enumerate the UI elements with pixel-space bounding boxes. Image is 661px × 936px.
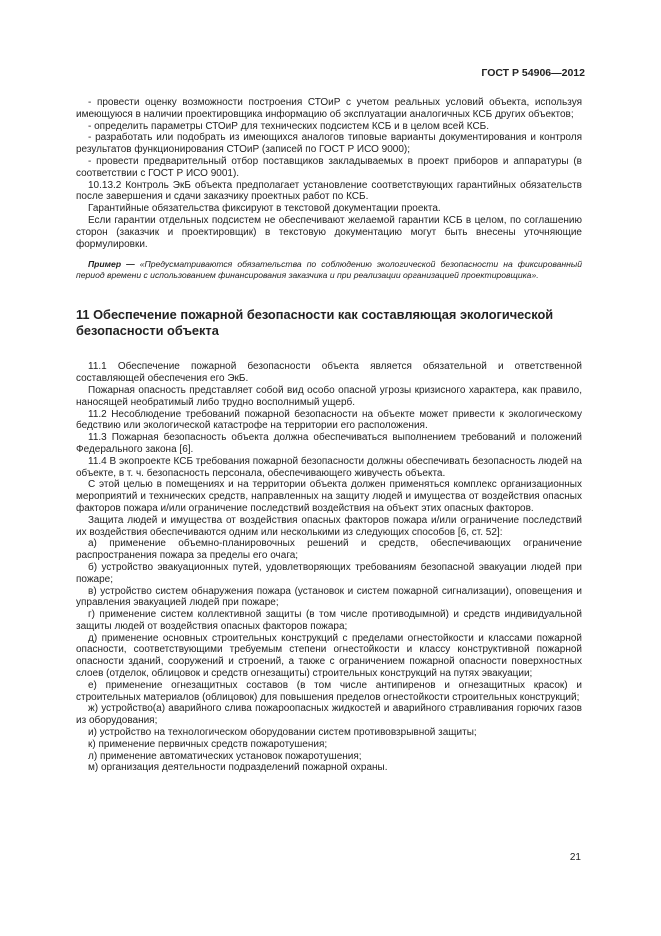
paragraph: г) применение систем коллективной защиты (в том числе противодымной) и средств индивидуальной защиты людей от воздействия опасных факторов пожара; <box>76 609 582 632</box>
paragraph: 11.3 Пожарная безопасность объекта должна обеспечиваться выполнением требований и положений Федерального закона [6]. <box>76 432 582 455</box>
paragraph: к) применение первичных средств пожаротушения; <box>88 738 328 750</box>
paragraph: д) применение основных строительных конструкций с пределами огнестойкости и классами пожарной опасности, соответствующими требуемым степени огнестойкости и классу конструктивной пожарной опасности зданий, сооружений и строений, а также с ограничением пожарной опасности поверхностных слоев (отделок, облицовок и средств огнезащиты) строительных конструкций на путях эвакуации; <box>76 632 582 680</box>
paragraph: - определить параметры СТОиР для технических подсистем КСБ и в целом всей КСБ. <box>88 120 490 132</box>
page-number: 21 <box>569 852 581 863</box>
paragraph: б) устройство эвакуационных путей, удовлетворяющих требованиям безопасной эвакуации людей при пожаре; <box>76 561 582 585</box>
paragraph: Если гарантии отдельных подсистем не обеспечивают желаемой гарантии КСБ в целом, по соглашению сторон (заказчик и проектировщик) в текстовую документацию могут быть внесены уточняющие формулировки. <box>76 214 582 250</box>
paragraph: С этой целью в помещениях и на территории объекта должен применяться комплекс организационных мероприятий и технических средств, направленных на защиту людей и имущества от воздействия опасных факторов пожара и/или ограничение последствий воздействия на объект этих опасных факторов. <box>76 479 582 514</box>
paragraph-block-b <box>76 361 582 774</box>
paragraph: л) применение автоматических установок пожаротушения; <box>88 750 362 762</box>
example-note <box>76 259 582 281</box>
paragraph: 11.1 Обеспечение пожарной безопасности объекта является обязательной и ответственной составляющей обеспечения его ЭкБ. <box>76 361 582 385</box>
paragraph: а) применение объемно-планировочных решений и средств, обеспечивающих ограничение распространения пожара за пределы его очага; <box>76 538 582 562</box>
paragraph-block-a <box>76 97 582 250</box>
paragraph: Пожарная опасность представляет собой вид особо опасной угрозы кризисного характера, как правило, наносящей необратимый либо трудно восполнимый ущерб. <box>76 384 582 408</box>
paragraph: - провести предварительный отбор поставщиков закладываемых в проект приборов и аппаратуры (в соответствии с ГОСТ Р ИСО 9001). <box>76 155 582 179</box>
standard-header: ГОСТ Р 54906—2012 <box>481 67 585 79</box>
example-label: Пример — <box>88 259 135 270</box>
paragraph: Защита людей и имущества от воздействия опасных факторов пожара и/или ограничение последствий их воздействия обеспечиваются одним или несколькими из следующих способов [6, ст. 52]: <box>76 514 582 538</box>
paragraph: 10.13.2 Контроль ЭкБ объекта предполагает установление соответствующих гарантийных обязательств после завершения и сдачи заказчику проектных работ по КСБ. <box>76 179 582 203</box>
page-content <box>76 97 582 774</box>
paragraph: м) организация деятельности подразделений пожарной охраны. <box>88 762 388 774</box>
paragraph: - разработать или подобрать из имеющихся аналогов типовые варианты документирования и контроля результатов функционирования СТОиР (записей по ГОСТ Р ИСО 9000); <box>76 132 582 156</box>
paragraph: 11.2 Несоблюдение требований пожарной безопасности на объекте может привести к экологическому бедствию или экологической катастрофе на территории его расположения. <box>76 408 582 432</box>
section-title: 11 Обеспечение пожарной безопасности как составляющая экологической безопасности объекта <box>76 307 554 338</box>
paragraph: - провести оценку возможности построения СТОиР с учетом реальных условий объекта, используя имеющуюся в наличии проектировщика информацию об эксплуатации аналогичных КСБ других объектов; <box>76 97 582 120</box>
paragraph: 11.4 В экопроекте КСБ требования пожарной безопасности должны обеспечивать безопасность людей на объекте, в т. ч. безопасность персонала, обеспечивающего живучесть объекта. <box>76 455 582 479</box>
paragraph: в) устройство систем обнаружения пожара (установок и систем пожарной сигнализации), оповещения и управления эвакуацией людей при пожаре; <box>76 585 582 609</box>
paragraph: е) применение огнезащитных составов (в том числе антипиренов и огнезащитных красок) и строительных материалов (облицовок) для повышения пределов огнестойкости строительных конструкций; <box>76 679 582 703</box>
paragraph: и) устройство на технологическом оборудовании систем противовзрывной защиты; <box>88 727 477 739</box>
example-text: «Предусматриваются обязательства по соблюдению экологической безопасности на фиксированный период времени с использованием финансирования заказчика и при реализации организацией проектировщика». <box>76 259 582 281</box>
paragraph: ж) устройство(а) аварийного слива пожароопасных жидкостей и аварийного стравливания горючих газов из оборудования; <box>76 703 582 727</box>
paragraph: Гарантийные обязательства фиксируют в текстовой документации проекта. <box>88 203 441 215</box>
